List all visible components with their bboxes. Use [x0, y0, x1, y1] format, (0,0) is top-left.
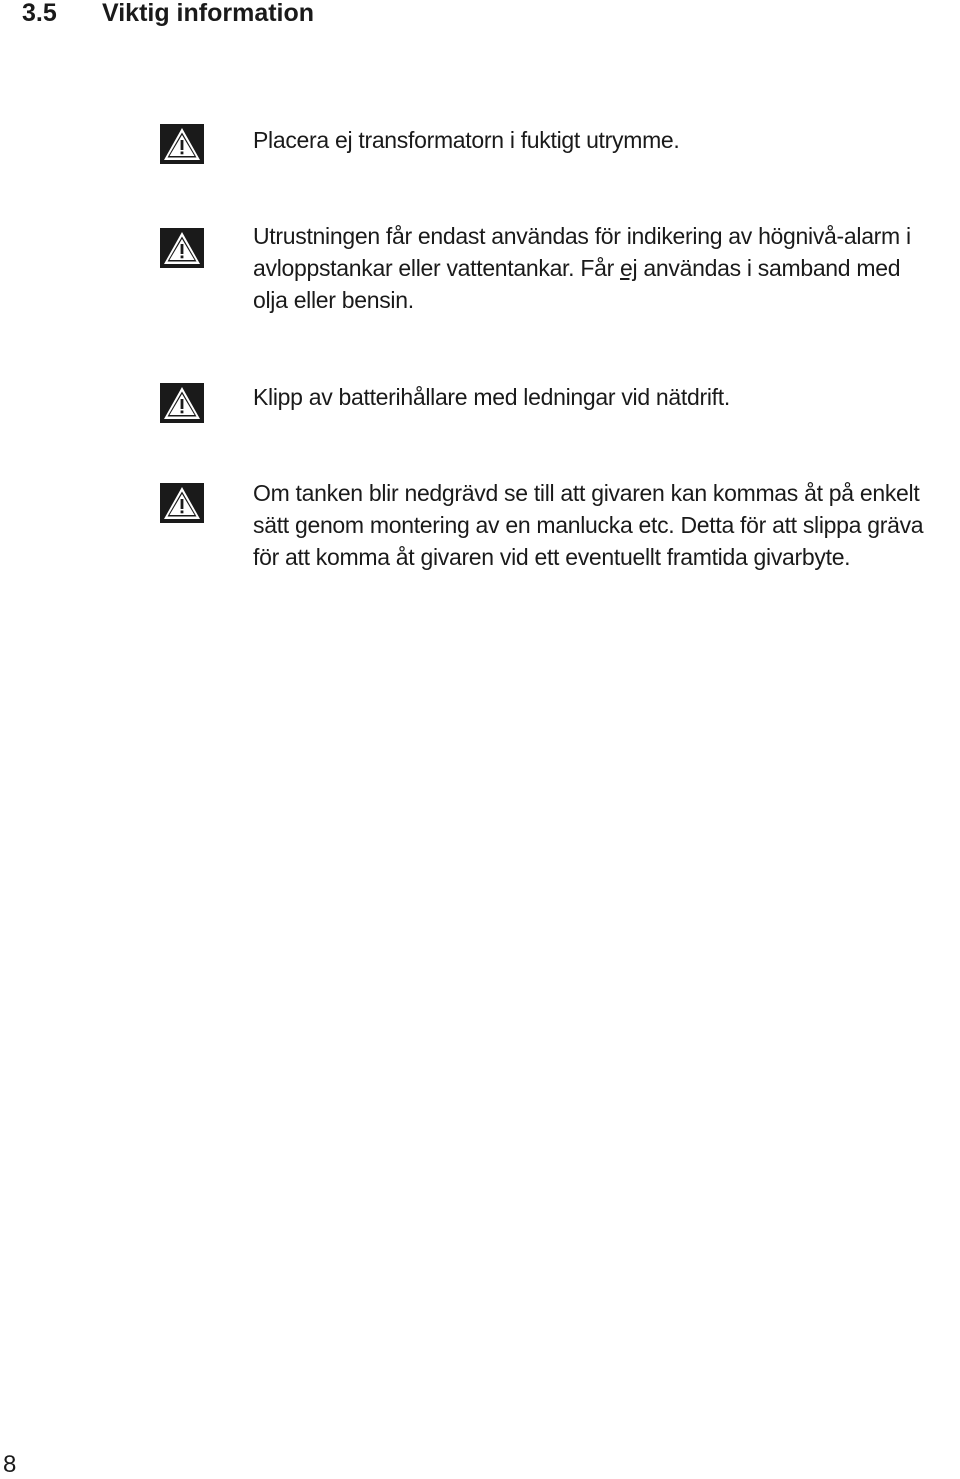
warning-triangle-icon [160, 383, 204, 423]
warning-text-2-before: Utrustningen får endast användas för indikering av högnivå-alarm i avloppstankar eller vattentankar. Får [253, 223, 911, 281]
warning-text-2-after: användas i samband med olja eller bensin. [253, 255, 901, 313]
warning-text-2-underlined: ej [620, 255, 638, 281]
warning-triangle-icon [160, 228, 204, 268]
warning-text-4: Om tanken blir nedgrävd se till att givaren kan kommas åt på enkelt sätt genom montering av en manlucka etc. Detta för att slippa gräva för att komma åt givaren vid ett eventuellt framtida givarbyte. [253, 480, 924, 570]
warning-text-2 [253, 220, 933, 316]
warning-triangle-icon [160, 483, 204, 523]
section-header [22, 0, 314, 26]
section-number: 3.5 [22, 0, 57, 27]
warning-text-3: Klipp av batterihållare med ledningar vid nätdrift. [253, 384, 730, 410]
section-title: Viktig information [102, 0, 315, 27]
page-number: 8 [3, 1451, 17, 1478]
warning-triangle-icon [160, 124, 204, 164]
warning-text-1: Placera ej transformatorn i fuktigt utrymme. [253, 127, 680, 153]
